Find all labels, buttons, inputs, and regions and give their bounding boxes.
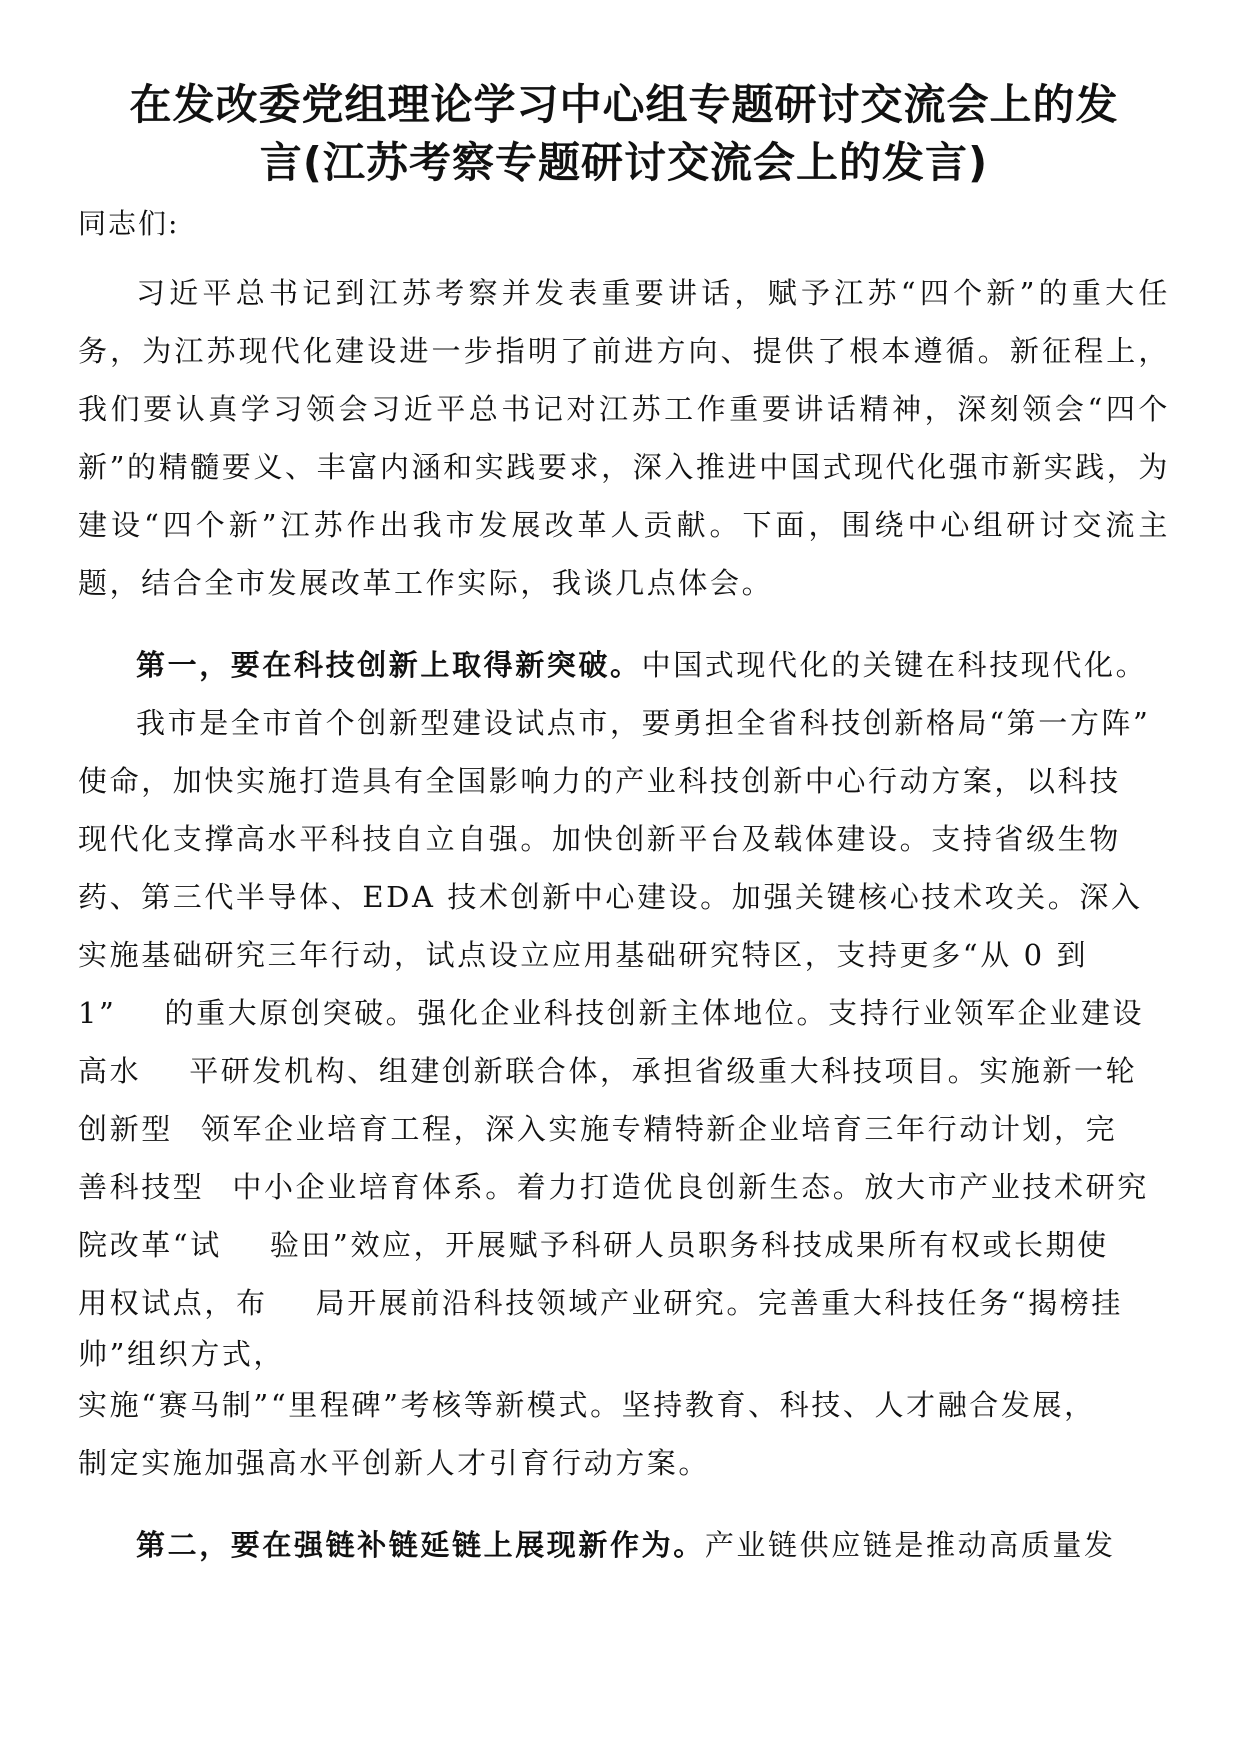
section-1-line: 制定实施加强高水平创新人才引育行动方案。 [78, 1446, 711, 1480]
section-1-line: 实施“赛马制”“里程碑”考核等新模式。坚持教育、科技、人才融合发展， [78, 1388, 1096, 1422]
section-1-line-group [78, 1042, 1170, 1100]
section-2-heading: 第二，要在强链补链延链上展现新作为。 [136, 1528, 705, 1562]
section-1-line: 平研发机构、组建创新联合体，承担省级重大科技项目。实施新一轮 [189, 1054, 1138, 1088]
section-1-line: 院改革“试 [78, 1228, 222, 1262]
section-2-text: 产业链供应链是推动高质量发 [704, 1528, 1116, 1562]
section-1-line: 1” [78, 996, 117, 1030]
salutation: 同志们: [78, 207, 180, 240]
section-1-line: 领军企业培育工程，深入实施专精特新企业培育三年行动计划，完 [200, 1112, 1118, 1146]
section-1-line-group [78, 1158, 1170, 1216]
section-1-line: 验田”效应，开展赋予科研人员职务科技成果所有权或长期使 [269, 1228, 1109, 1262]
section-1-line: 帅”组织方式， [78, 1337, 286, 1371]
title-line-1: 在发改委党组理论学习中心组专题研讨交流会上的发 [129, 80, 1119, 129]
section-2-paragraph [78, 1516, 1170, 1574]
section-1-heading: 第一，要在科技创新上取得新突破。 [136, 648, 642, 682]
section-1-line: 药、第三代半导体、EDA 技术创新中心建设。加强关键核心技术攻关。深入 [78, 880, 1143, 914]
section-1-line: 创新型 [78, 1112, 173, 1146]
section-1-paragraph [78, 636, 1170, 1492]
section-1-line: 的重大原创突破。强化企业科技创新主体地位。支持行业领军企业建设 [164, 996, 1145, 1030]
section-1-line: 用权试点，布 [78, 1286, 268, 1320]
document-page [78, 76, 1170, 1574]
title-line-2: 言(江苏考察专题研讨交流会上的发言) [259, 138, 989, 187]
section-1-line-group [78, 984, 1170, 1042]
intro-paragraph: 习近平总书记到江苏考察并发表重要讲话，赋予江苏“四个新”的重大任务，为江苏现代化建设进一步指明了前进方向、提供了根本遵循。新征程上，我们要认真学习领会习近平总书记对江苏工作重要讲话精神，深刻领会“四个新”的精髓要义、丰富内涵和实践要求，深入推进中国式现代化强市新实践，为建设“四个新”江苏作出我市发展改革人贡献。下面，围绕中心组研讨交流主题，结合全市发展改革工作实际，我谈几点体会。 [78, 276, 1170, 600]
section-1-line-group [78, 1274, 1170, 1332]
section-1-line: 中小企业培育体系。着力打造优良创新生态。放大市产业技术研究 [232, 1170, 1149, 1204]
section-1-line-group [78, 1100, 1170, 1158]
section-1-text: 中国式现代化的关键在科技现代化。 [641, 648, 1148, 682]
section-1-line: 高水 [78, 1054, 142, 1088]
section-1-line: 实施基础研究三年行动，试点设立应用基础研究特区，支持更多“从 0 到 [78, 938, 1089, 972]
section-1-line: 善科技型 [78, 1170, 205, 1204]
section-1-line: 现代化支撑高水平科技自立自强。加快创新平台及载体建设。支持省级生物 [78, 822, 1121, 856]
document-title [78, 76, 1170, 192]
section-1-line: 局开展前沿科技领域产业研究。完善重大科技任务“揭榜挂 [315, 1286, 1124, 1320]
section-1-line: 使命，加快实施打造具有全国影响力的产业科技创新中心行动方案，以科技 [78, 764, 1121, 798]
section-1-line-group [78, 1216, 1170, 1274]
section-1-line: 我市是全市首个创新型建设试点市，要勇担全省科技创新格局“第一方阵” [136, 706, 1151, 740]
